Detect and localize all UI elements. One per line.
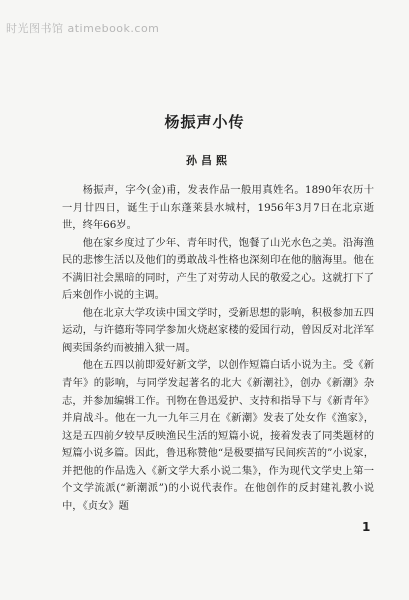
page-title: 杨振声小传 [164, 113, 245, 131]
body-text [62, 182, 374, 515]
page-number: 1 [362, 520, 371, 534]
paragraph: 他在五四以前即爱好新文学，以创作短篇白话小说为主。受《新青年》的影响，与同学发起著名的北大《新潮社》，创办《新潮》杂志，并参加编辑工作。刊物在鲁迅爱护、支持和指导下与《新青年》并肩战斗。他在一九一九年三月在《新潮》发表了处女作《渔家》，这是五四前夕较早反映渔民生活的短篇小说，接着发表了同类题材的短篇小说多篇。因此，鲁迅称赞他“是极要描写民间疾苦的”小说家，并把他的作品选入《新文学大系小说二集》，作为现代文学史上第一个文学流派(“新潮派”)的小说代表作。在他创作的反封建礼教小说中，《贞女》题 [62, 359, 374, 512]
author-name: 孙昌熙 [186, 154, 231, 167]
watermark: 时光图书馆 atimebook.com [6, 22, 160, 35]
paragraph: 他在北京大学攻读中国文学时，受新思想的影响，积极参加五四运动，与许德珩等同学参加火烧赵家楼的爱国行动，曾因反对北洋军阀卖国条约而被捕入狱一周。 [62, 306, 374, 354]
paragraph: 他在家乡度过了少年、青年时代，饱餐了山光水色之美。沿海渔民的悲惨生活以及他们的勇敢战斗性格也深刻印在他的脑海里。他在不满旧社会黑暗的同时，产生了对劳动人民的敬爱之心。这就打下了后来创作小说的主调。 [62, 236, 374, 302]
paragraph: 杨振声，字今(金)甫，发表作品一般用真姓名。1890年农历十一月廿四日，诞生于山东蓬莱县水城村，1956年3月7日在北京逝世，终年66岁。 [62, 184, 374, 232]
